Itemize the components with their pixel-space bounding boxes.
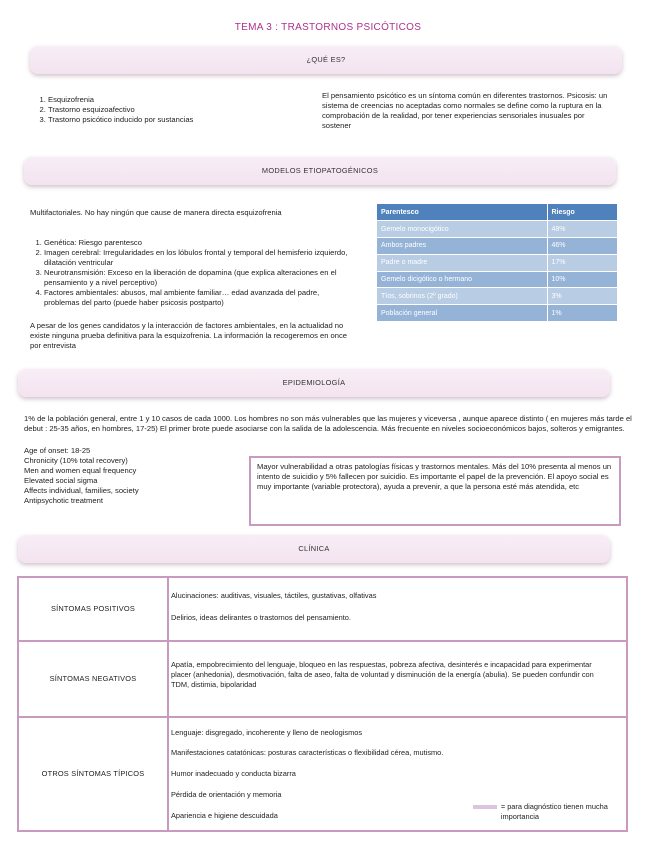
table-row (19, 578, 626, 640)
disorders-list (34, 95, 304, 125)
list-item: 4. Factores ambientales: abusos, mal ambiente familiar… edad avanzada del padre, problemas del parto (puede haber psicosis postparto) (44, 288, 354, 308)
section-heading: EPIDEMIOLOGÍA (282, 378, 346, 388)
symptom-line: Alucinaciones: auditivas, visuales, táctiles, gustativas, olfativas (171, 591, 377, 600)
table-cell: 48% (547, 221, 617, 238)
row-label: SÍNTOMAS POSITIVOS (19, 578, 169, 640)
column-header: Riesgo (547, 204, 617, 221)
table-cell: Ambos padres (377, 238, 547, 255)
row-label: SÍNTOMAS NEGATIVOS (19, 642, 169, 716)
list-item: 1. Genética: Riesgo parentesco (44, 238, 354, 248)
table-cell: 17% (547, 254, 617, 271)
list-item: 2. Trastorno esquizoafectivo (48, 105, 304, 115)
section-heading: ¿QUÉ ES? (306, 55, 346, 65)
table-row (377, 254, 617, 271)
symptom-line: Lenguaje: disgregado, incoherente y lleno de neologismos (171, 728, 363, 737)
legend (473, 802, 618, 822)
fact-line: Elevated social sigma (24, 476, 98, 486)
fact-line: Chronicity (10% total recovery) (24, 456, 128, 466)
list-item: 3. Neurotransmisión: Exceso en la liberación de dopamina (que explica alteraciones en el pensamiento y a nivel perceptivo) (44, 268, 354, 288)
table-cell: 10% (547, 271, 617, 288)
symptom-line: Apatía, empobrecimiento del lenguaje, bloqueo en las respuestas, pobreza afectiva, desinterés e incapacidad para experimentar placer (anhedonia), desmotivación, falta de aseo, falta de voluntad y disminución de la energía (abulia). Se pueden confundir con TDM, distimia, bipolaridad (171, 660, 594, 689)
section-header-modelos (24, 157, 616, 185)
table-cell: Padre o madre (377, 254, 547, 271)
table-row (19, 716, 626, 830)
symptom-line: Manifestaciones catatónicas: posturas características o flexibilidad cérea, mutismo. (171, 748, 444, 757)
table-cell: Población general (377, 305, 547, 322)
list-item: 2. Imagen cerebral: Irregularidades en los lóbulos frontal y temporal del hemisferio izquierdo, dilatación ventricular (44, 248, 354, 268)
section-heading: CLÍNICA (298, 544, 330, 554)
table-row (377, 305, 617, 322)
row-label: OTROS SÍNTOMAS TÍPICOS (19, 718, 169, 830)
column-header: Parentesco (377, 204, 547, 221)
vulnerability-box (249, 456, 621, 526)
table-cell: Gemelo dicigótico o hermano (377, 271, 547, 288)
table-row (377, 288, 617, 305)
table-header-row (377, 204, 617, 221)
table-cell: Tíos, sobrinos (2º grado) (377, 288, 547, 305)
fact-line: Men and women equal frequency (24, 466, 137, 476)
symptoms-table (17, 576, 628, 832)
fact-line: Age of onset: 18-25 (24, 446, 91, 455)
list-item: 3. Trastorno psicótico inducido por sustancias (48, 115, 304, 125)
definition-paragraph: El pensamiento psicótico es un síntoma común en diferentes trastornos. Psicosis: un sistema de creencias no aceptadas como normales se define como la ruptura en la comprobación de la realidad, por tener experiencias sensoriales inusuales por sostener (322, 91, 608, 131)
table-cell: 3% (547, 288, 617, 305)
page-title: TEMA 3 : TRASTORNOS PSICÓTICOS (234, 22, 422, 33)
fact-line: Antipsychotic treatment (24, 496, 103, 506)
vulnerability-text: Mayor vulnerabilidad a otras patologías físicas y trastornos mentales. Más del 10% presenta al menos un intento de suicidio y 5% fallecen por suicidio. Es importante el papel de la prevención. El apoyo social es muy importante (variable protectora), ayuda a prevenir, a que la persona esté más atendida, etc (257, 462, 612, 492)
table-row (19, 640, 626, 716)
section-header-clinica (18, 535, 610, 563)
symptom-line: Delirios, ideas delirantes o trastornos del pensamiento. (171, 613, 351, 622)
table-cell: 1% (547, 305, 617, 322)
fact-line: Affects individual, families, society (24, 486, 139, 496)
section-header-que-es (30, 46, 622, 74)
symptom-line: Humor inadecuado y conducta bizarra (171, 769, 296, 778)
risk-table (377, 204, 617, 322)
table-cell: Gemelo monocigótico (377, 221, 547, 238)
symptom-line: Pérdida de orientación y memoria (171, 790, 282, 799)
section-header-epidemiologia (18, 369, 610, 397)
legend-swatch (473, 805, 497, 809)
table-row (377, 271, 617, 288)
modelos-closing: A pesar de los genes candidatos y la interacción de factores ambientales, en la actualidad no existe ninguna prueba definitiva para la esquizofrenia. La información la recogeremos en once por entrevista (30, 321, 348, 351)
section-heading: MODELOS ETIOPATOGÉNICOS (261, 166, 379, 176)
table-cell: 46% (547, 238, 617, 255)
epidemiology-paragraph: 1% de la población general, entre 1 y 10 casos de cada 1000. Los hombres no son más vulnerables que las mujeres y viceversa , aunque aparece distinto ( en mujeres más tarde el debut : 25-35 años, en hombres, 17-25) El primer brote puede asociarse con la salida de la adolescencia. Más frecuente en niveles socioeconómicos bajos, solteros y emigrantes. (24, 414, 632, 434)
epidemiology-facts (24, 446, 244, 506)
legend-text: = para diagnóstico tienen mucha importancia (500, 802, 608, 821)
table-row (377, 238, 617, 255)
list-item: 1. Esquizofrenia (48, 95, 304, 105)
modelos-intro: Multifactoriales. No hay ningún que cause de manera directa esquizofrenia (30, 208, 282, 217)
symptom-line: Apariencia e higiene descuidada (171, 811, 278, 820)
table-row (377, 221, 617, 238)
modelos-list (30, 238, 354, 308)
